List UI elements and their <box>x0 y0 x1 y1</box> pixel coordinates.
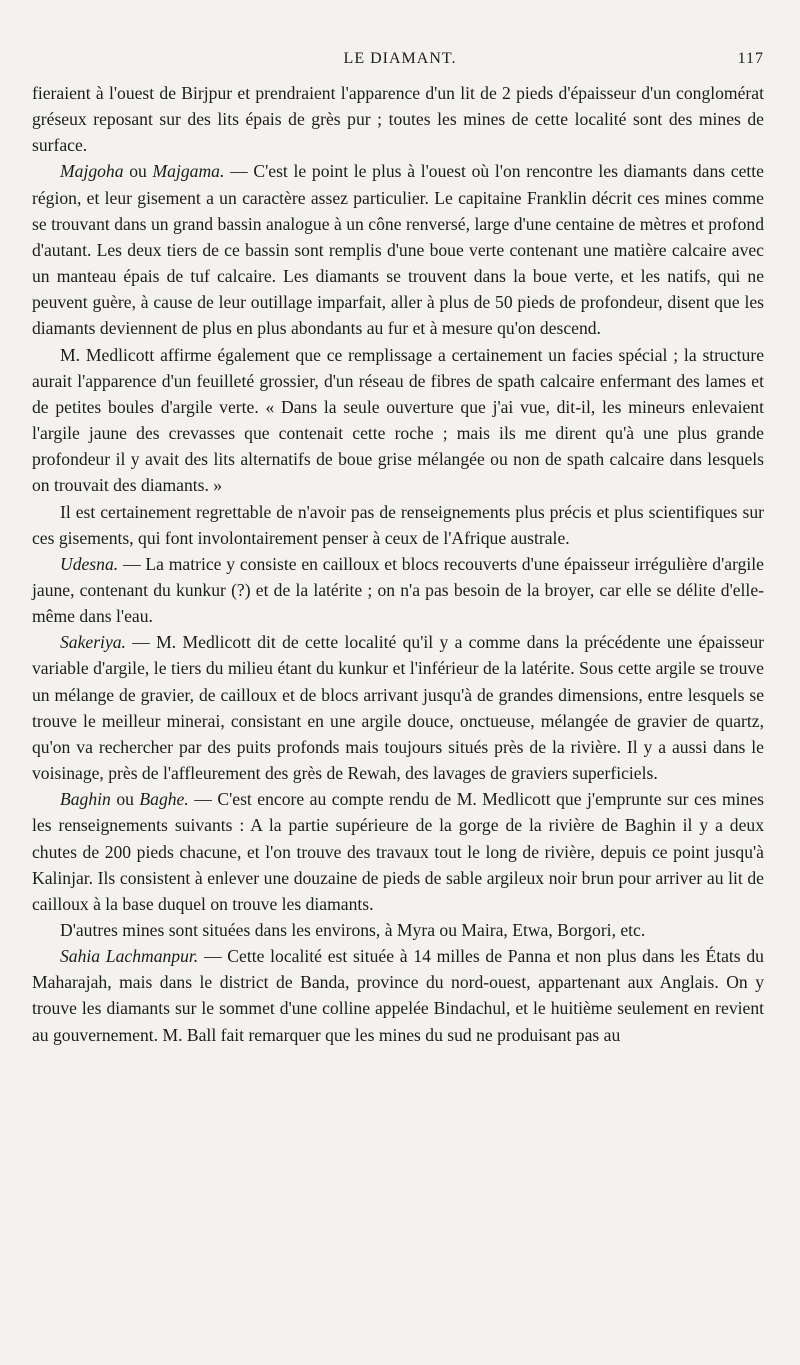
paragraph-sahia <box>32 943 764 1048</box>
page-number: 117 <box>737 50 764 67</box>
paragraph-majgoha <box>32 158 764 341</box>
section-title-baghin: Baghin <box>60 789 111 810</box>
paragraph-text: Il est certainement regrettable de n'avoir pas de renseignements plus précis et plus scientifiques sur ces gisements, qui font involontairement penser à ceux de l'Afrique australe. <box>32 501 764 548</box>
paragraph-text: — M. Medlicott dit de cette localité qu'il y a comme dans la précédente une épaisseur variable d'argile, le tiers du milieu étant du kunkur et l'inférieur de la latérite. Sous cette argile se trouve un mélange de gravier, de cailloux et de blocs arrivant jusqu'à de grandes dimensions, entre lesquels se trouve le meilleur minerai, consistant en une argile douce, onctueuse, mélangée de gravier de quartz, qu'on va rechercher par des puits profonds mais toujours situés près de la rivière. Il y a aussi dans le voisinage, près de l'affleurement des grès de Rewah, des lavages de graviers superficiels. <box>32 632 764 784</box>
paragraph-text: — Cette localité est située à 14 milles de Panna et non plus dans les États du Maharajah, mais dans le district de Banda, province du nord-ouest, appartenant aux Anglais. On y trouve les diamants sur le sommet d'une colline appelée Bindachul, et le huitième seulement en revient au gouvernement. M. Ball fait remarquer que les mines du sud ne produisant pas au <box>32 946 764 1045</box>
section-title-sakeriya: Sakeriya. <box>60 632 126 653</box>
paragraph-baghin <box>32 786 764 917</box>
paragraph-text: D'autres mines sont situées dans les environs, à Myra ou Maira, Etwa, Borgori, etc. <box>60 920 646 940</box>
section-title-majgoha: Majgoha <box>60 161 124 182</box>
paragraph-text: fieraient à l'ouest de Birjpur et prendraient l'apparence d'un lit de 2 pieds d'épaisseur d'un conglomérat gréseux reposant sur des lits épais de grès pur ; toutes les mines de cette localité sont des mines de surface. <box>32 83 764 156</box>
title-connector: ou <box>110 789 140 810</box>
body-text <box>32 80 764 1048</box>
section-title-majgama: Majgama. <box>152 161 225 182</box>
running-title: LE DIAMANT. <box>343 50 457 67</box>
paragraph-udesna <box>32 551 764 629</box>
paragraph-sakeriya <box>32 629 764 786</box>
paragraph-text: — C'est encore au compte rendu de M. Medlicott que j'emprunte sur ces mines les renseignements suivants : A la partie supérieure de la gorge de la rivière de Baghin il y a deux chutes de 200 pieds chacune, et l'on trouve des travaux tout le long de rivière, depuis ce point jusqu'à Kalinjar. Ils consistent à enlever une douzaine de pieds de sable argileux noir brun pour arriver au lit de cailloux à la base duquel on trouve les diamants. <box>32 789 765 914</box>
paragraph-text: — C'est le point le plus à l'ouest où l'on rencontre les diamants dans cette région, et leur gisement a un caractère assez particulier. Le capitaine Franklin décrit ces mines comme se trouvant dans un grand bassin analogue à un cône renversé, large d'une centaine de mètres et profond d'autant. Les deux tiers de ce bassin sont remplis d'une boue verte contenant une matière calcaire avec un manteau épais de tuf calcaire. Les diamants se trouvent dans la boue verte, et les natifs, qui ne peuvent guère, à cause de leur outillage imparfait, aller à plus de 50 pieds de profondeur, disent que les diamants deviennent de plus en plus abondants au fur et à mesure qu'on descend. <box>32 161 764 339</box>
section-title-udesna: Udesna. <box>60 553 119 574</box>
section-title-sahia-lachmanpur: Sahia Lachmanpur. <box>60 946 199 967</box>
paragraph-other-mines <box>32 917 764 943</box>
title-connector: ou <box>123 161 153 182</box>
paragraph-text: — La matrice y consiste en cailloux et blocs recouverts d'une épaisseur irrégulière d'argile jaune, contenant du kunkur (?) et de la latérite ; on n'a pas besoin de la broyer, car elle se délite d'elle-même dans l'eau. <box>32 553 764 627</box>
paragraph-birjpur <box>32 80 764 158</box>
section-title-baghe: Baghe. <box>139 789 189 810</box>
paragraph-medlicott <box>32 342 764 499</box>
paragraph-text: M. Medlicott affirme également que ce remplissage a certainement un facies spécial ; la structure aurait l'apparence d'un feuilleté grossier, d'un réseau de fibres de spath calcaire enfermant des lames et de petites boules d'argile verte. « Dans la seule ouverture que j'ai vue, dit-il, les mineurs enlevaient l'argile jaune des crevasses que contenait cette roche ; mais ils me dirent qu'à une plus grande profondeur il y avait des lits alternatifs de boue grise mélangée ou non de spath calcaire dans lesquels on trouvait des diamants. » <box>32 344 764 496</box>
paragraph-regret <box>32 499 764 551</box>
page-header <box>36 50 764 74</box>
